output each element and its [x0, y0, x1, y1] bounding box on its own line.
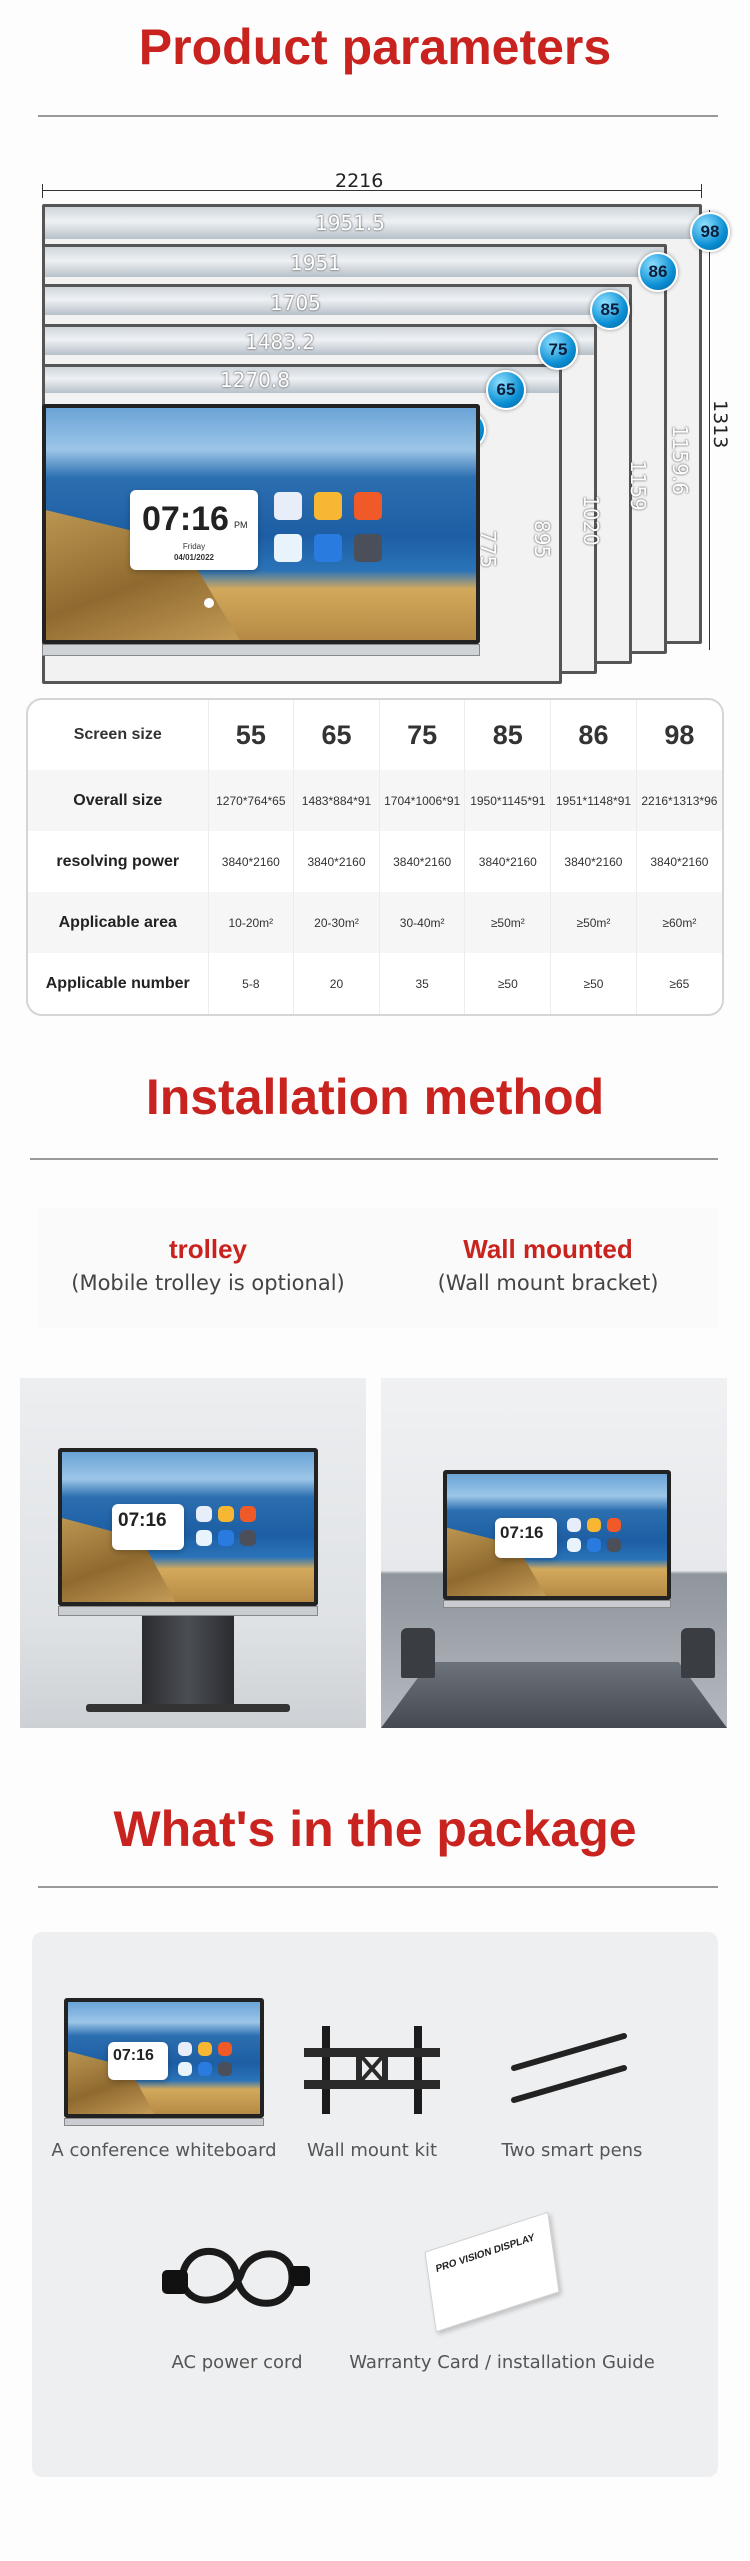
table-cell: 3840*2160	[465, 831, 551, 892]
browser-app-icon	[274, 534, 302, 562]
width-label-85: 1705	[270, 291, 321, 315]
option-trolley	[38, 1208, 378, 1295]
title-divider	[38, 115, 718, 117]
table-cell: 3840*2160	[650, 854, 709, 869]
table-cell: 1950*1145*91	[465, 770, 551, 831]
option-trolley-note: (Mobile trolley is optional)	[71, 1271, 345, 1295]
table-cell: ≥50	[551, 953, 637, 1014]
more-apps-icon	[354, 534, 382, 562]
table-cell: 3840*2160	[551, 831, 637, 892]
size-65: 65	[294, 700, 380, 770]
width-label-75: 1483.2	[245, 330, 315, 354]
table-cell: 20-30m²	[294, 892, 380, 953]
table-row	[28, 770, 722, 831]
table-cell: ≥60m²	[636, 892, 722, 953]
table-cell: ≥50	[465, 953, 551, 1014]
table-row	[28, 953, 722, 1014]
spec-table	[26, 698, 724, 1016]
whiteboard-app-icon	[274, 492, 302, 520]
size-55: 55	[208, 700, 294, 770]
table-cell: 2216*1313*96	[636, 770, 722, 831]
caption-whiteboard: A conference whiteboard	[51, 2140, 277, 2161]
size-badge-75: 75	[538, 330, 578, 370]
table-cell: 3840*2160	[208, 831, 294, 892]
option-trolley-name: trolley	[168, 1234, 248, 1264]
size-85: 85	[465, 700, 551, 770]
clock-ampm: PM	[234, 520, 248, 530]
clock-widget	[130, 490, 258, 570]
package-contents	[32, 1932, 718, 2477]
size-badge-65: 65	[486, 370, 526, 410]
table-cell: 1951*1148*91	[551, 770, 637, 831]
height-label-65: 895	[530, 520, 554, 559]
width-label-86: 1951	[290, 251, 341, 275]
total-width-label: 2216	[335, 170, 384, 192]
warranty-card-text: PRO VISION DISPLAY	[435, 2232, 536, 2276]
size-75: 75	[379, 700, 465, 770]
size-98: 98	[664, 719, 695, 750]
table-cell: 20	[294, 953, 380, 1014]
cast-app-icon	[354, 492, 382, 520]
chair-right	[681, 1628, 715, 1678]
wall-mounted-photo	[381, 1378, 727, 1728]
caption-power-cord: AC power cord	[171, 2352, 303, 2373]
trolley-stand	[142, 1616, 234, 1706]
row-label-applicable-number: Applicable number	[28, 953, 208, 1014]
wall-clock-time: 07:16	[500, 1523, 544, 1542]
size-badge-98: 98	[690, 212, 730, 252]
front-screen-55	[42, 404, 480, 644]
power-cord-icon	[162, 2232, 312, 2322]
table-cell: 10-20m²	[208, 892, 294, 953]
caption-warranty-guide: Warranty Card / installation Guide	[349, 2352, 655, 2373]
option-wall-mounted-note: (Wall mount bracket)	[437, 1271, 659, 1295]
caption-smart-pens: Two smart pens	[501, 2140, 643, 2161]
spec-header-label: Screen size	[28, 700, 208, 770]
total-height-label: 1313	[709, 400, 731, 449]
clock-day: Friday	[182, 542, 206, 551]
wall-mount-kit-icon	[302, 2022, 442, 2118]
option-wall-mounted	[378, 1208, 718, 1295]
clock-date: 04/01/2022	[173, 553, 215, 562]
installation-options	[38, 1208, 718, 1328]
size-badge-85: 85	[590, 290, 630, 330]
installation-divider	[30, 1158, 718, 1160]
table-cell: ≥65	[669, 976, 690, 991]
home-dot-icon	[204, 598, 214, 608]
table-row	[28, 831, 722, 892]
table-cell: 5-8	[208, 953, 294, 1014]
height-label-85: 1159	[626, 460, 650, 511]
table-cell: 1704*1006*91	[379, 770, 465, 831]
option-wall-mounted-name: Wall mounted	[463, 1234, 633, 1264]
wall-screen	[443, 1470, 671, 1600]
row-label-resolving-power: resolving power	[28, 831, 208, 892]
size-86: 86	[551, 700, 637, 770]
product-parameters-title: Product parameters	[138, 19, 612, 75]
chair-left	[401, 1628, 435, 1678]
table-cell: 35	[379, 953, 465, 1014]
table-row	[28, 892, 722, 953]
table-cell: 1270*764*65	[208, 770, 294, 831]
trolley-screen	[58, 1448, 318, 1606]
row-label-overall-size: Overall size	[28, 770, 208, 831]
table-cell: ≥50m²	[465, 892, 551, 953]
height-label-86: 1159.6	[668, 425, 692, 495]
caption-wall-mount-kit: Wall mount kit	[306, 2140, 438, 2161]
whiteboard-clock-time: 07:16	[113, 2047, 154, 2064]
front-screen-bezel	[42, 644, 480, 656]
warranty-card-icon	[425, 2212, 560, 2333]
table-cell: 30-40m²	[379, 892, 465, 953]
width-label-65: 1270.8	[220, 368, 290, 392]
package-title: What's in the package	[113, 1801, 637, 1857]
width-label-98: 1951.5	[315, 211, 385, 235]
height-label-55: 775	[476, 530, 500, 569]
trolley-base	[86, 1704, 290, 1712]
table-cell: ≥50m²	[551, 892, 637, 953]
table-cell: 3840*2160	[379, 831, 465, 892]
spec-header-row	[28, 700, 722, 770]
table-cell: 3840*2160	[294, 831, 380, 892]
size-badge-86: 86	[638, 252, 678, 292]
trolley-photo	[20, 1378, 366, 1728]
row-label-applicable-area: Applicable area	[28, 892, 208, 953]
smart-pen-icon	[504, 2028, 634, 2108]
clock-time: 07:16	[142, 500, 229, 538]
file-manager-app-icon	[314, 492, 342, 520]
installation-method-title: Installation method	[145, 1069, 605, 1125]
package-divider	[38, 1886, 718, 1888]
height-label-75: 1020	[579, 495, 603, 546]
trolley-clock-time: 07:16	[118, 1510, 167, 1531]
whiteboard-icon	[64, 1998, 264, 2118]
wired-screen-app-icon	[314, 534, 342, 562]
table-cell: 1483*884*91	[294, 770, 380, 831]
